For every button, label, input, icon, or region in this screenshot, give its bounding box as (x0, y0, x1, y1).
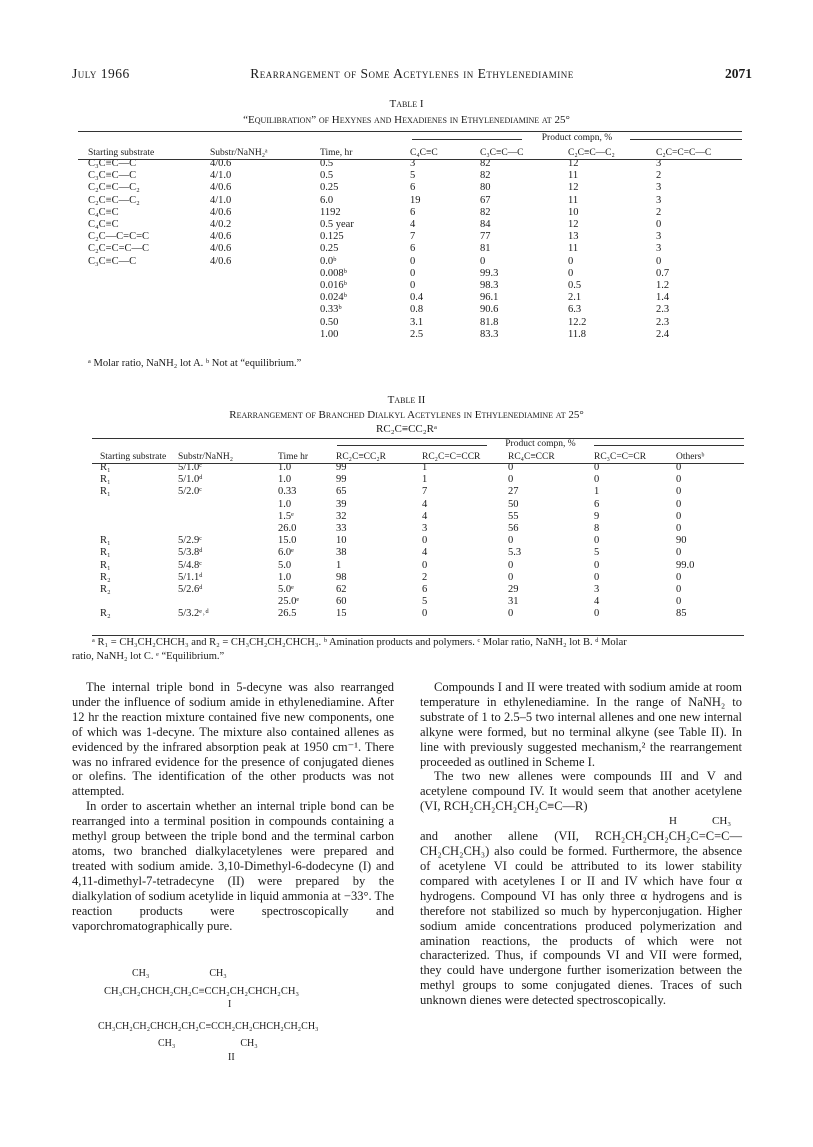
table2-label: Table II (387, 394, 426, 406)
table2-cell: 5 (594, 547, 600, 559)
table1-cell: 0.5 (320, 170, 334, 182)
table2-cell: 0 (508, 608, 514, 620)
left-column (72, 680, 394, 933)
table2-col-header: Time hr (278, 452, 309, 462)
table2-cell: 5/2.6ᵈ (178, 584, 203, 596)
table2-cell: 33 (336, 523, 347, 535)
table2-row (100, 572, 744, 584)
table2-cell: 0 (594, 608, 600, 620)
table1 (88, 134, 742, 341)
table1-row (88, 182, 742, 194)
table1-cell: 0.016ᵇ (320, 280, 347, 292)
table1-row (88, 195, 742, 207)
table2-title: Rearrangement of Branched Dialkyl Acetylenes in Ethylenediamine at 25° (229, 409, 584, 421)
table1-cell: 6 (410, 206, 416, 218)
table2-cell: 26.5 (278, 608, 297, 620)
table1-cell: 98.3 (480, 280, 499, 292)
table2-cell: 60 (336, 596, 347, 608)
table2-cell: 1 (594, 486, 600, 498)
table2-cell: 1 (336, 559, 342, 571)
table2-cell: R₂ (100, 608, 111, 620)
table2-cell: 85 (676, 608, 687, 620)
table1-cell: 12 (568, 219, 579, 231)
table1-cell: 0.5 (320, 158, 334, 169)
table1-cell: 0 (480, 255, 486, 267)
table2-row (100, 499, 744, 511)
table2-cell (100, 596, 178, 608)
table1-span-header: Product compn, % (541, 133, 613, 143)
table2-cell: 5.3 (508, 547, 522, 559)
table2-cell: 27 (508, 486, 519, 498)
table1-cell: 6 (410, 182, 416, 194)
table2-cell: 7 (422, 486, 428, 498)
table1-cell: 4/0.2 (210, 219, 232, 231)
table2-bottom-rule (92, 635, 744, 636)
table2-cell: 0.33 (278, 486, 297, 498)
table1-cell: 0 (568, 267, 574, 279)
table1-row (88, 268, 742, 280)
table2-cell: 38 (336, 547, 347, 559)
table1-cell: 13 (568, 231, 579, 243)
structure-II-chain: CH₃CH₂CH₂CHCH₂CH₂C≡CCH₂CH₂CHCH₂CH₂CH₃ (98, 1021, 319, 1032)
substituent-H: H (669, 815, 677, 828)
table2 (100, 440, 744, 621)
table2-cell: R₁ (100, 547, 111, 559)
table2-cell: 4 (422, 510, 428, 522)
table1-col-header: C₂C=C=C—C (656, 148, 712, 158)
table2-footnote-line2: ratio, NaNH₂ lot C. ᵉ “Equilibrium.” (72, 651, 225, 662)
table1-cell (210, 317, 320, 329)
table1-cell: 0 (410, 280, 416, 292)
table1-label: Table I (389, 98, 424, 110)
table1-cell: 2.3 (656, 316, 670, 328)
table1-cell: 83.3 (480, 328, 499, 340)
table2-cell: 0 (676, 498, 682, 510)
table1-cell: 0.50 (320, 316, 339, 328)
table1-cell: 3 (410, 158, 416, 169)
table2-row (100, 523, 744, 535)
table1-cell: 0.7 (656, 267, 670, 279)
table1-cell: 0.024ᵇ (320, 292, 347, 304)
table2-cell: 6 (594, 498, 600, 510)
table2-cell: 5.0 (278, 559, 292, 571)
paragraph: The internal triple bond in 5-decyne was also rearranged under the influence of sodium amide in ethylenediamine. After 12 hr the reaction mixture contained five new components, one of which was 1-decyne. The mixture also contained allenes as evidenced by the infrared absorption peak at 1950 cm⁻¹. There was no infrared evidence for the presence of conjugated dienes or olefins. The identification of the other products was not attempted. (72, 680, 394, 799)
table1-col-header: C₃C≡C—C (480, 148, 524, 158)
table2-cell: 0 (676, 474, 682, 486)
table2-cell: 0 (676, 596, 682, 608)
table2-cell: 4 (594, 596, 600, 608)
table1-cell: 0 (568, 255, 574, 267)
table2-body (100, 462, 744, 621)
table2-cell: 0 (508, 474, 514, 486)
structure-II-methyls: CH₃ CH₃ (158, 1038, 258, 1049)
table1-cell: C₃C≡C—C (88, 158, 137, 169)
table1-cell (88, 292, 210, 304)
table1-cell: 4/0.6 (210, 182, 232, 194)
table2-col-header: Othersᵇ (676, 452, 705, 462)
table2-cell: 0 (594, 462, 600, 473)
structure-I-methyls: CH₃ CH₃ (132, 968, 227, 979)
table1-body (88, 158, 742, 341)
table1-col-header: C₄C≡C (410, 148, 438, 158)
table2-col-header: RC₂C=C=CCR (422, 452, 481, 462)
table1-cell: 67 (480, 194, 491, 206)
table2-cell: 5 (422, 596, 428, 608)
table2-cell: 26.0 (278, 523, 297, 535)
table2-cell: 6.0ᵉ (278, 547, 294, 559)
running-header (72, 66, 752, 86)
table1-cell: C₂C=C=C—C (88, 243, 150, 255)
table2-cell: 6 (422, 584, 428, 596)
table2-cell: 3 (594, 584, 600, 596)
table1-cell: 4/1.0 (210, 170, 232, 182)
table2-cell: 32 (336, 510, 347, 522)
table1-cell (88, 280, 210, 292)
right-column (420, 680, 742, 1008)
table1-row (88, 231, 742, 243)
paragraph: and another allene (VII, RCH₂CH₂CH₂CH₂C=C=C— CH₂CH₂CH₃) also could be formed. Furthermore, the absence of acetylene VI could be attributed to its lower stability compared with acetylenes I or II and IV which have four α hydrogens. Compound VI has only three α hydrogens and is therefore not stabilized so much by hyperconjugation. Higher sodium amide concentrations produced polymerization and amination reactions, the products of which were not characterized. Thus, if compounds VI and VII were formed, they could have undergone further isomerization between the methyl groups to some conjugated dienes. Traces of such unknown dienes were detected spectroscopically. (420, 829, 742, 1008)
table1-cell: 4/0.6 (210, 243, 232, 255)
table1-cell: C₃C≡C—C (88, 255, 137, 267)
table2-cell: 4 (422, 498, 428, 510)
table1-cell: 2 (656, 170, 662, 182)
table1-row (88, 280, 742, 292)
table1-cell: 0 (656, 255, 662, 267)
table2-row (100, 486, 744, 498)
table2-cell: R₁ (100, 486, 111, 498)
table2-cell: 0 (422, 559, 428, 571)
structure-I-chain: CH₃CH₂CHCH₂CH₂C≡CCH₂CH₂CHCH₂CH₃ (104, 986, 300, 997)
table2-cell: 0 (676, 510, 682, 522)
table2-cell (100, 523, 178, 535)
table2-footnote-line1: ᵃ R₁ = CH₃CH₂CHCH₃ and R₂ = CH₃CH₂CH₂CHCH₃. ᵇ Amination products and polymers. ᶜ Molar ratio, NaNH₂ lot B. ᵈ Molar (92, 637, 627, 648)
table2-cell: 29 (508, 584, 519, 596)
table2-cell: 4 (422, 547, 428, 559)
table2-col-header: RC₃C=C=CR (594, 452, 647, 462)
table1-cell: 1.00 (320, 328, 339, 340)
table1-cell (210, 268, 320, 280)
table2-row (100, 535, 744, 547)
table1-cell: 3 (656, 231, 662, 243)
table2-cell: 8 (594, 523, 600, 535)
table1-cell: 2.5 (410, 328, 424, 340)
table1-cell (210, 304, 320, 316)
table1-cell: C₄C≡C (88, 206, 119, 218)
table2-row (100, 560, 744, 572)
table1-cell: 12 (568, 158, 579, 169)
table2-cell (178, 499, 278, 511)
table2-cell: 5/3.8ᵈ (178, 547, 203, 559)
table1-cell: 2 (656, 206, 662, 218)
table2-cell: 0 (508, 571, 514, 583)
table2-cell: 5/4.8ᶜ (178, 559, 202, 571)
table1-cell: 11 (568, 170, 579, 182)
table2-row (100, 596, 744, 608)
table2-cell: 39 (336, 498, 347, 510)
header-title: Rearrangement of Some Acetylenes in Ethylenediamine (250, 66, 574, 81)
table1-col-header: Substr/NaNH₂ᵃ (210, 148, 268, 158)
table2-col-header: RC₄C≡CCR (508, 452, 555, 462)
table2-cell: 0 (676, 571, 682, 583)
table2-col-header: RC₂C≡CC₂R (336, 452, 387, 462)
table2-cell (100, 511, 178, 523)
table2-cell: 55 (508, 510, 519, 522)
table2-cell: 5/1.1ᵈ (178, 571, 203, 583)
table1-col-header: C₂C≡C—C₂ (568, 148, 615, 158)
table1-cell: 0.4 (410, 292, 424, 304)
table2-cell: 15.0 (278, 535, 297, 547)
table1-cell: 10 (568, 206, 579, 218)
table1-cell: 0.5 year (320, 219, 354, 231)
table2-cell: 50 (508, 498, 519, 510)
table1-cell: 0 (410, 267, 416, 279)
table1-cell: 0.8 (410, 304, 424, 316)
table2-cell: 9 (594, 510, 600, 522)
substituent-CH3: CH₃ (712, 815, 732, 828)
table1-cell: 2.1 (568, 292, 582, 304)
table2-row (100, 511, 744, 523)
table1-cell: 3 (656, 194, 662, 206)
table1-cell: C₂C—C=C=C (88, 231, 150, 243)
table2-cell: 5/1.0ᵈ (178, 474, 203, 486)
table2-cell: 90 (676, 535, 687, 547)
table2-cell: 99 (336, 474, 347, 486)
table2-cell: 0 (676, 523, 682, 535)
table2-cell: 5.0ᵉ (278, 584, 294, 596)
table1-cell: 82 (480, 158, 491, 169)
table2-cell: R₁ (100, 535, 111, 547)
table1-row (88, 304, 742, 316)
table1-top-rule (78, 131, 742, 132)
table2-row (100, 584, 744, 596)
table2-cell: 5/3.2ᵉ˒ᵈ (178, 608, 209, 620)
table2-cell (178, 511, 278, 523)
table1-cell: 84 (480, 219, 491, 231)
table1-cell (88, 317, 210, 329)
table1-cell: 90.6 (480, 304, 499, 316)
table2-cell: 99 (336, 462, 347, 473)
table2-col-header: Substr/NaNH₂ (178, 452, 234, 462)
table2-cell (178, 596, 278, 608)
table1-cell: 0 (410, 255, 416, 267)
table1-cell: 4/0.6 (210, 255, 232, 267)
table1-cell: 77 (480, 231, 491, 243)
table1-cell: 0.25 (320, 182, 339, 194)
table2-cell: 15 (336, 608, 347, 620)
table1-cell: 4/0.6 (210, 158, 232, 169)
paragraph: In order to ascertain whether an internal triple bond can be rearranged into a terminal position in compounds containing a methyl group between the triple bond and the terminal carbon atoms, two branched dialkylacetylenes were prepared and treated with sodium amide. 3,10-Dimethyl-6-dodecyne (I) and 4,11-dimethyl-7-tetradecyne (II) were prepared by the dialkylation of sodium acetylide in liquid ammonia at −33°. The reaction products were spectroscopically and vaporchromatographically pure. (72, 799, 394, 933)
table1-cell: C₂C≡C—C₂ (88, 182, 140, 194)
table2-cell: 0 (422, 535, 428, 547)
table2-cell: 99.0 (676, 559, 695, 571)
table2-cell: R₁ (100, 474, 111, 486)
table2-cell: 1.0 (278, 462, 292, 473)
table1-cell: 1.2 (656, 280, 670, 292)
table1-cell: 11.8 (568, 328, 586, 340)
table1-row (88, 207, 742, 219)
table1-cell: 11 (568, 243, 579, 255)
table2-cell: 3 (422, 523, 428, 535)
table1-cell: 3.1 (410, 316, 424, 328)
table2-cell: 0 (676, 584, 682, 596)
structure-I-label: I (228, 999, 232, 1010)
table2-header-rule (92, 463, 744, 464)
table1-cell: 4/0.6 (210, 206, 232, 218)
table2-span-header: Product compn, % (505, 439, 576, 449)
table2-cell: 0 (676, 486, 682, 498)
table2-row (100, 547, 744, 559)
table2-cell: 2 (422, 571, 428, 583)
table1-cell: 6.3 (568, 304, 582, 316)
table1-cell: 99.3 (480, 267, 499, 279)
table1-cell: 7 (410, 231, 416, 243)
table2-cell: 56 (508, 523, 519, 535)
header-date: July 1966 (72, 66, 130, 81)
table2-cell: 98 (336, 571, 347, 583)
table1-cell: 1.4 (656, 292, 670, 304)
table1-cell: 1192 (320, 206, 341, 218)
table1-header-rule (78, 159, 742, 160)
structure-II-label: II (228, 1052, 235, 1063)
table2-formula: RC₂C≡CC₂Rᵃ (376, 423, 437, 435)
table2-cell: 65 (336, 486, 347, 498)
table2-cell: 0 (594, 474, 600, 486)
table2-cell: 1.0 (278, 498, 292, 510)
table2-cell: 1 (422, 474, 428, 486)
table1-cell: 19 (410, 194, 421, 206)
table1-cell: 0.25 (320, 243, 339, 255)
table1-row (88, 256, 742, 268)
table2-cell: 1.5ᵉ (278, 510, 294, 522)
table2-cell: 0 (676, 547, 682, 559)
table2-cell: 0 (508, 535, 514, 547)
paragraph: The two new allenes were compounds III and V and acetylene compound IV. It would seem that another acetylene (VI, RCH₂CH₂CH₂CH₂C≡C—R) (420, 769, 742, 814)
table1-cell: C₄C≡C (88, 219, 119, 231)
table1-cell: C₃C≡C—C (88, 170, 137, 182)
table1-cell: 0 (656, 219, 662, 231)
table2-cell: R₂ (100, 571, 111, 583)
paragraph: Compounds I and II were treated with sodium amide at room temperature in ethylenediamine. In the range of NaNH₂ to substrate of 1 to 2.5–5 two internal allenes and one new internal alkyne were formed, but no terminal alkyne (see Table II). In line with previously suggested mechanism,² the rearrangement proceeded as outlined in Scheme I. (420, 680, 742, 769)
table1-cell: 80 (480, 182, 491, 194)
table2-cell: 5/2.0ᶜ (178, 486, 202, 498)
table2-cell: 5/1.0ᶜ (178, 462, 202, 473)
table1-cell: 0.5 (568, 280, 582, 292)
table1-cell: 4 (410, 219, 416, 231)
table1-row (88, 292, 742, 304)
table1-cell: 4/0.6 (210, 231, 232, 243)
table1-cell: 3 (656, 158, 662, 169)
table1-cell: 2.3 (656, 304, 670, 316)
table1-cell: 12.2 (568, 316, 587, 328)
table1-cell: 6 (410, 243, 416, 255)
table2-cell: 10 (336, 535, 347, 547)
table1-cell: 96.1 (480, 292, 499, 304)
table2-cell (178, 523, 278, 535)
table1-cell: 6.0 (320, 194, 334, 206)
table1-cell: 0.0ᵇ (320, 255, 337, 267)
table2-cell: 0 (676, 462, 682, 473)
table1-cell: C₂C≡C—C₂ (88, 194, 140, 206)
table2-col-header: Starting substrate (100, 452, 167, 462)
table1-cell: 0.125 (320, 231, 344, 243)
table1-row (88, 329, 742, 341)
table1-cell: 0.008ᵇ (320, 267, 347, 279)
table1-cell: 81 (480, 243, 491, 255)
page-number: 2071 (725, 66, 752, 81)
table2-cell: 0 (422, 608, 428, 620)
table1-cell: 11 (568, 194, 579, 206)
table2-cell: R₁ (100, 462, 111, 473)
table1-cell (210, 280, 320, 292)
table2-row (100, 474, 744, 486)
table1-cell: 82 (480, 206, 491, 218)
table2-cell: 31 (508, 596, 519, 608)
table2-cell: R₂ (100, 584, 111, 596)
substituent-line (420, 814, 742, 829)
table1-cell (210, 329, 320, 341)
table1-cell: 5 (410, 170, 416, 182)
table2-cell: 0 (508, 559, 514, 571)
table1-col-header: Time, hr (320, 148, 353, 158)
table2-cell: 25.0ᵉ (278, 596, 300, 608)
table2-cell (100, 499, 178, 511)
table1-cell (210, 292, 320, 304)
table1-cell: 3 (656, 243, 662, 255)
table2-cell: 0 (508, 462, 514, 473)
table2-row (100, 608, 744, 620)
table1-cell: 4/1.0 (210, 194, 232, 206)
table2-cell: 1.0 (278, 474, 292, 486)
table1-cell (88, 329, 210, 341)
table1-title: “Equilibration” of Hexynes and Hexadienes in Ethylenediamine at 25° (243, 114, 570, 126)
table1-footnote: ᵃ Molar ratio, NaNH₂ lot A. ᵇ Not at “equilibrium.” (88, 358, 302, 369)
table1-col-header: Starting substrate (88, 148, 155, 158)
table2-cell: 0 (594, 571, 600, 583)
table1-cell (88, 304, 210, 316)
table1-cell: 3 (656, 182, 662, 194)
table1-cell: 2.4 (656, 328, 670, 340)
table2-cell: 5/2.9ᶜ (178, 535, 202, 547)
table2-cell: 0 (594, 535, 600, 547)
table2-cell: 1 (422, 462, 428, 473)
table2-cell: 0 (594, 559, 600, 571)
table2-cell: 62 (336, 584, 347, 596)
table1-cell (88, 268, 210, 280)
table1-cell: 81.8 (480, 316, 499, 328)
table1-cell: 0.33ᵇ (320, 304, 342, 316)
table1-row (88, 243, 742, 255)
table2-cell: R₁ (100, 559, 111, 571)
table1-cell: 12 (568, 182, 579, 194)
table1-row (88, 317, 742, 329)
table1-row (88, 219, 742, 231)
table1-row (88, 170, 742, 182)
table1-cell: 82 (480, 170, 491, 182)
table2-cell: 1.0 (278, 571, 292, 583)
